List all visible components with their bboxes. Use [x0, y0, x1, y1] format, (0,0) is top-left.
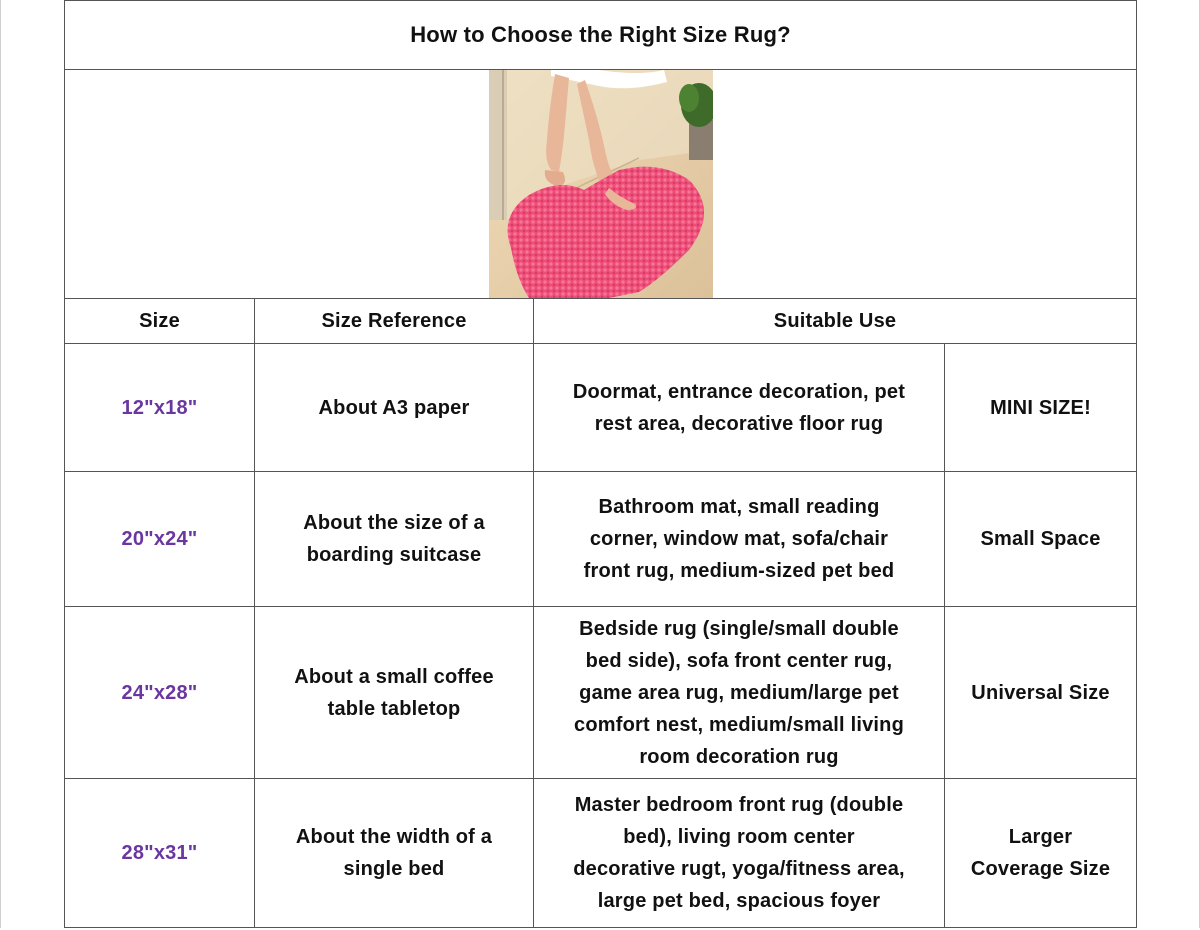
text-line: single bed	[343, 858, 445, 880]
size-category	[945, 607, 1137, 779]
table-row	[65, 472, 1137, 607]
table-row	[65, 344, 1137, 472]
text-line: MINI SIZE!	[990, 396, 1091, 419]
suitable-use	[534, 779, 945, 928]
text-line: game area rug, medium/large pet	[579, 681, 899, 704]
size-value: 24"x28"	[65, 607, 255, 779]
text-line: comfort nest, medium/small living	[574, 713, 904, 736]
size-category	[945, 472, 1137, 607]
text-line: room decoration rug	[639, 745, 839, 768]
text-line: large pet bed, spacious foyer	[597, 890, 881, 912]
text-line: decorative rugt, yoga/fitness area,	[573, 858, 905, 880]
text-line: boarding suitcase	[306, 544, 482, 566]
image-row	[65, 70, 1137, 299]
text-line: About A3 paper	[318, 396, 470, 419]
size-category	[945, 779, 1137, 928]
text-line: About the width of a	[295, 826, 493, 848]
text-line: About a small coffee	[294, 665, 494, 688]
size-value: 28"x31"	[65, 779, 255, 928]
text-line: corner, window mat, sofa/chair	[589, 528, 889, 550]
header-size-reference: Size Reference	[255, 299, 534, 344]
text-line: Master bedroom front rug (double	[574, 794, 904, 816]
rug-size-table	[64, 0, 1137, 928]
table-row	[65, 607, 1137, 779]
size-reference	[255, 607, 534, 779]
text-line: bed), living room center	[623, 826, 855, 848]
header-size: Size	[65, 299, 255, 344]
text-line: bed side), sofa front center rug,	[585, 649, 893, 672]
table-row	[65, 779, 1137, 928]
suitable-use	[534, 344, 945, 472]
text-line: Small Space	[980, 528, 1101, 550]
table-title: How to Choose the Right Size Rug?	[65, 1, 1137, 70]
pink-heart-rug-photo	[489, 70, 713, 298]
text-line: Universal Size	[971, 681, 1110, 704]
text-line: table tabletop	[327, 697, 461, 720]
size-value: 12"x18"	[65, 344, 255, 472]
text-line: front rug, medium-sized pet bed	[583, 560, 895, 582]
text-line: Bathroom mat, small reading	[598, 496, 880, 518]
size-value: 20"x24"	[65, 472, 255, 607]
size-reference	[255, 472, 534, 607]
text-line: Bedside rug (single/small double	[579, 617, 899, 640]
header-suitable-use: Suitable Use	[534, 299, 1137, 344]
text-line: Doormat, entrance decoration, pet	[572, 380, 906, 403]
text-line: Coverage Size	[970, 858, 1111, 880]
size-reference	[255, 344, 534, 472]
size-reference	[255, 779, 534, 928]
text-line: rest area, decorative floor rug	[594, 412, 884, 435]
text-line: About the size of a	[303, 512, 485, 534]
size-category	[945, 344, 1137, 472]
suitable-use	[534, 472, 945, 607]
text-line: Larger	[1008, 826, 1073, 848]
suitable-use	[534, 607, 945, 779]
